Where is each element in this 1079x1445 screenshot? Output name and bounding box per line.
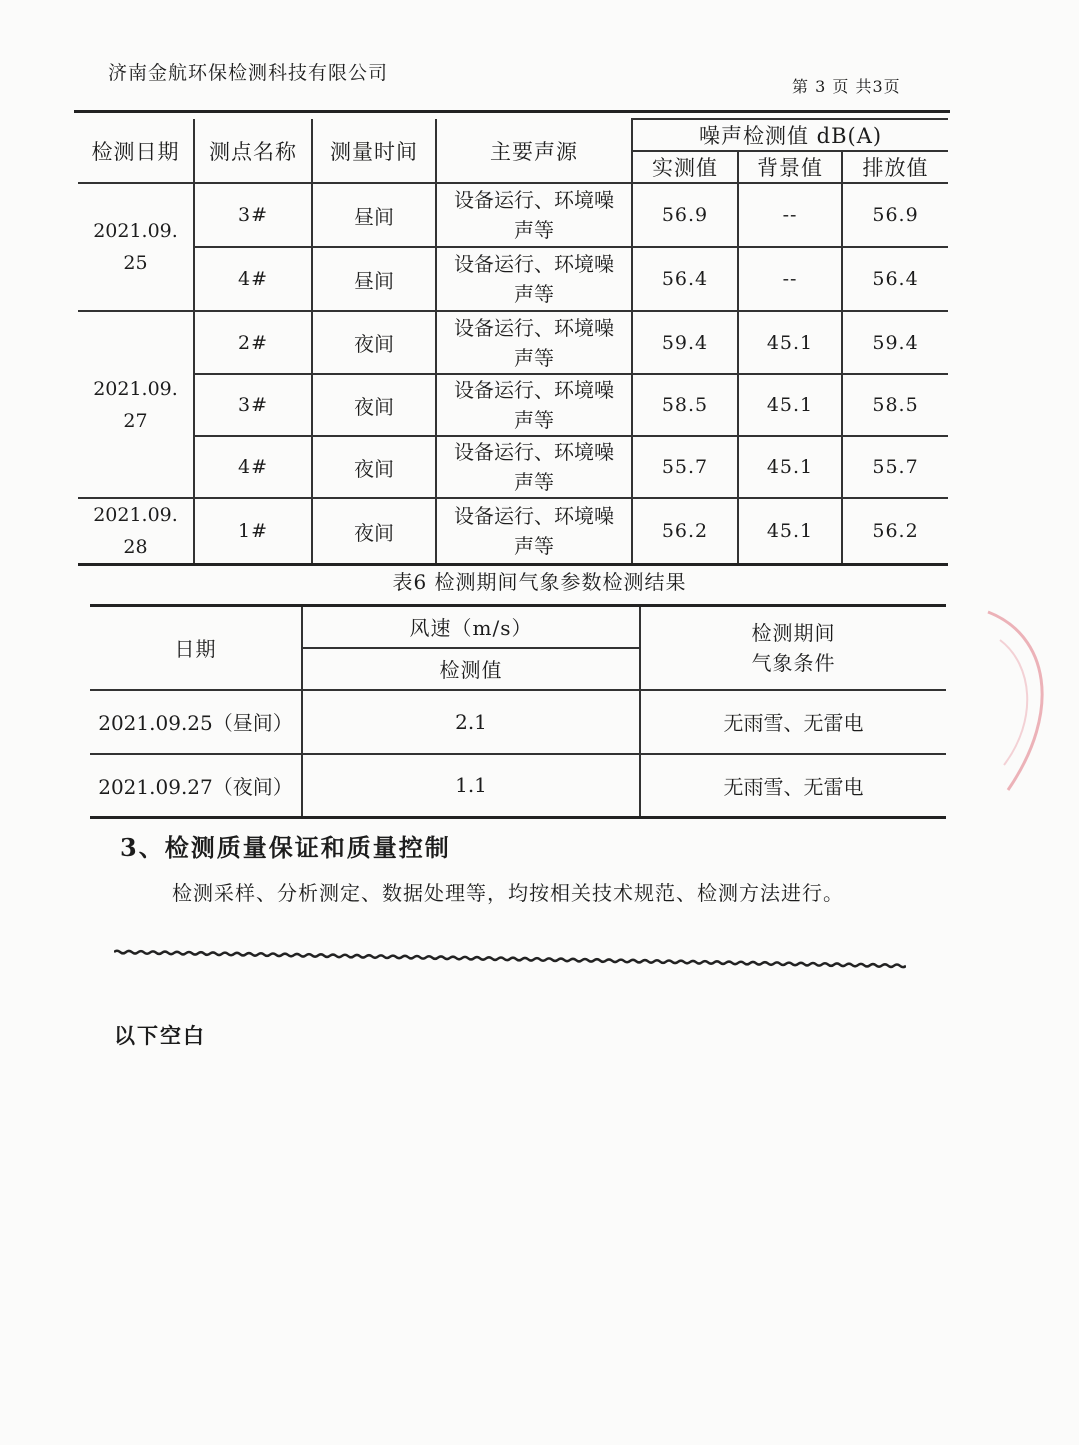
point-cell: 3# — [194, 183, 312, 247]
time-cell: 昼间 — [312, 183, 436, 247]
met-wind-cell: 2.1 — [302, 690, 640, 754]
point-cell: 4# — [194, 436, 312, 498]
met-condition-cell: 无雨雪、无雷电 — [640, 690, 946, 754]
time-cell: 夜间 — [312, 311, 436, 374]
header-background: 背景值 — [738, 151, 842, 183]
table-row — [78, 436, 948, 498]
wavy-divider — [114, 944, 906, 970]
table-row — [78, 498, 948, 565]
time-cell: 夜间 — [312, 374, 436, 436]
emission-cell: 59.4 — [842, 311, 948, 374]
background-cell: -- — [738, 247, 842, 311]
noise-results-table — [78, 118, 948, 566]
time-cell: 昼间 — [312, 247, 436, 311]
section3-title: 3、检测质量保证和质量控制 — [120, 833, 451, 862]
source-cell: 设备运行、环境噪 声等 — [436, 436, 632, 498]
meteorological-table — [90, 604, 946, 819]
header-noise-group: 噪声检测值 dB(A) — [632, 119, 948, 151]
date-cell: 2021.09. 27 — [78, 311, 194, 498]
header-date: 检测日期 — [91, 139, 180, 164]
background-cell: 45.1 — [738, 436, 842, 498]
emission-cell: 56.2 — [842, 498, 948, 565]
background-cell: -- — [738, 183, 842, 247]
source-cell: 设备运行、环境噪 声等 — [436, 247, 632, 311]
measured-cell: 56.2 — [632, 498, 738, 565]
header-point: 测点名称 — [194, 119, 312, 183]
page-number: 第 3 页 共3页 — [792, 77, 901, 96]
emission-cell: 55.7 — [842, 436, 948, 498]
met-condition-cell: 无雨雪、无雷电 — [640, 754, 946, 818]
measured-cell: 58.5 — [632, 374, 738, 436]
emission-cell: 56.4 — [842, 247, 948, 311]
met-header-value: 检测值 — [302, 648, 640, 690]
header-emission: 排放值 — [842, 151, 948, 183]
table-row — [78, 311, 948, 374]
background-cell: 45.1 — [738, 498, 842, 565]
point-cell: 4# — [194, 247, 312, 311]
source-cell: 设备运行、环境噪 声等 — [436, 498, 632, 565]
point-cell: 2# — [194, 311, 312, 374]
table-row — [78, 247, 948, 311]
point-cell: 3# — [194, 374, 312, 436]
table-row — [90, 690, 946, 754]
table-row — [90, 754, 946, 818]
met-wind-cell: 1.1 — [302, 754, 640, 818]
met-header-wind: 风速（m/s） — [302, 606, 640, 648]
table6-title: 表6 检测期间气象参数检测结果 — [392, 570, 687, 594]
measured-cell: 59.4 — [632, 311, 738, 374]
source-cell: 设备运行、环境噪 声等 — [436, 374, 632, 436]
header-rule — [74, 110, 950, 113]
company-name: 济南金航环保检测科技有限公司 — [108, 62, 389, 84]
measured-cell: 56.4 — [632, 247, 738, 311]
section3-text: 检测采样、分析测定、数据处理等，均按相关技术规范、检测方法进行。 — [172, 881, 844, 905]
seal-stamp — [978, 600, 1078, 800]
header-source: 主要声源 — [436, 119, 632, 183]
emission-cell: 58.5 — [842, 374, 948, 436]
header-time: 测量时间 — [312, 119, 436, 183]
background-cell: 45.1 — [738, 311, 842, 374]
met-date-cell: 2021.09.27（夜间） — [90, 754, 302, 818]
met-header-condition: 检测期间 气象条件 — [640, 606, 946, 690]
source-cell: 设备运行、环境噪 声等 — [436, 311, 632, 374]
measured-cell: 55.7 — [632, 436, 738, 498]
time-cell: 夜间 — [312, 436, 436, 498]
met-header-date: 日期 — [174, 637, 217, 662]
met-date-cell: 2021.09.25（昼间） — [90, 690, 302, 754]
table-row — [78, 183, 948, 247]
date-cell: 2021.09. 28 — [78, 498, 194, 565]
emission-cell: 56.9 — [842, 183, 948, 247]
measured-cell: 56.9 — [632, 183, 738, 247]
time-cell: 夜间 — [312, 498, 436, 565]
header-measured: 实测值 — [632, 151, 738, 183]
blank-below-note: 以下空白 — [114, 1023, 206, 1048]
table-row — [78, 374, 948, 436]
source-cell: 设备运行、环境噪 声等 — [436, 183, 632, 247]
point-cell: 1# — [194, 498, 312, 565]
background-cell: 45.1 — [738, 374, 842, 436]
date-cell: 2021.09. 25 — [78, 183, 194, 311]
